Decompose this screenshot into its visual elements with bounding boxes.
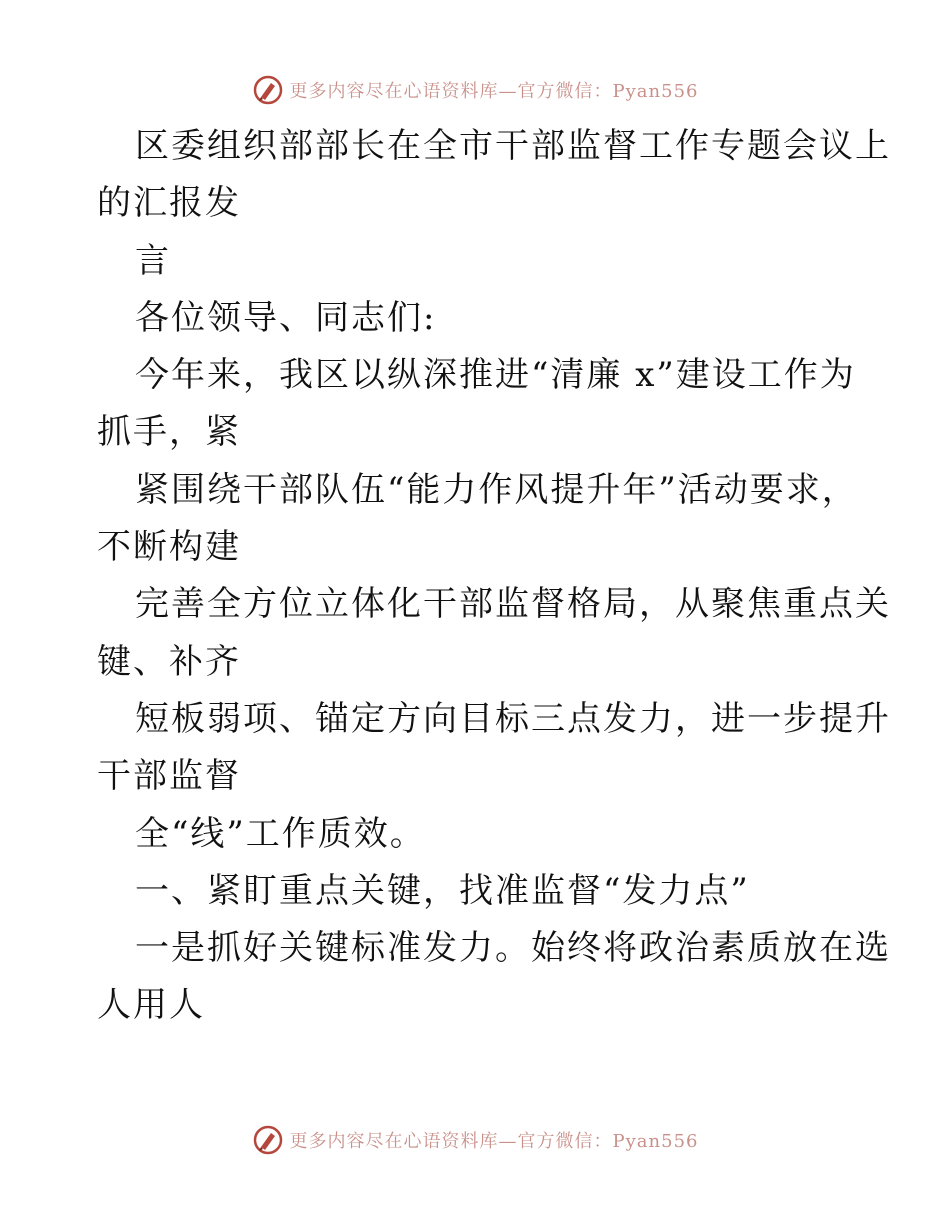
paragraph-line: 干部监督 (97, 756, 241, 797)
title-line-1: 区委组织部部长在全市干部监督工作专题会议上 (135, 126, 891, 166)
section-heading: 一、紧盯重点关键，找准监督“发力点” (135, 870, 750, 911)
document-body (97, 118, 891, 1035)
paragraph-line: 今年来，我区以纵深推进“清廉 x”建设工作为 (135, 355, 856, 396)
salutation: 各位领导、同志们: (135, 297, 437, 338)
paragraph-line: 完善全方位立体化干部监督格局，从聚焦重点关 (135, 584, 891, 625)
paragraph-line: 一是抓好关键标准发力。始终将政治素质放在选 (135, 928, 891, 969)
title-line-3: 言 (135, 240, 171, 281)
watermark-text: 更多内容尽在心语资料库—官方微信：Pyan556 (289, 81, 699, 102)
paragraph-line: 全“线”工作质效。 (135, 813, 426, 854)
paragraph-line: 人用人 (97, 985, 205, 1026)
fountain-pen-logo-icon (252, 74, 284, 106)
paragraph-line: 紧围绕干部队伍“能力作风提升年”活动要求， (135, 469, 858, 510)
paragraph-line: 不断构建 (97, 527, 241, 568)
paragraph-line: 抓手，紧 (97, 412, 241, 453)
paragraph-line: 键、补齐 (97, 641, 241, 682)
footer-watermark (0, 1120, 950, 1160)
fountain-pen-logo-icon (252, 1124, 284, 1156)
watermark-text: 更多内容尽在心语资料库—官方微信：Pyan556 (289, 1131, 699, 1152)
header-watermark (0, 70, 950, 110)
paragraph-line: 短板弱项、锚定方向目标三点发力，进一步提升 (135, 698, 891, 739)
title-line-2: 的汇报发 (97, 183, 241, 224)
